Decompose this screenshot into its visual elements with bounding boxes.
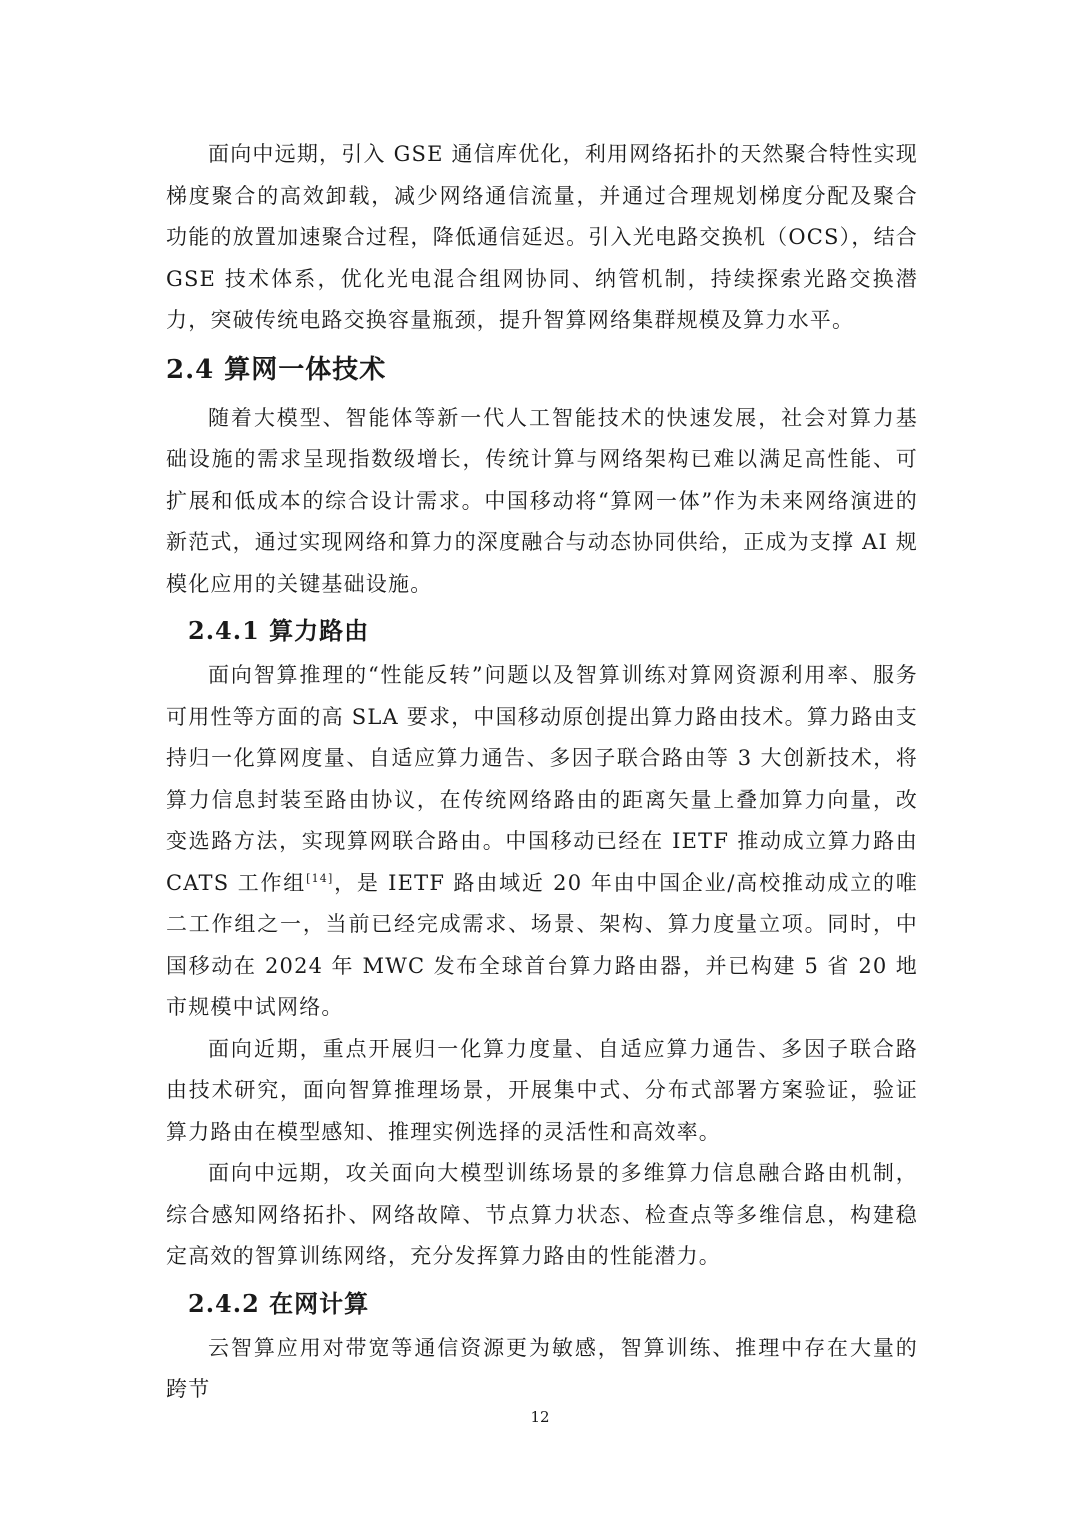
subsection-heading: 2.4.1 算力路由 [188,616,370,645]
section-heading: 2.4 算网一体技术 [166,354,387,385]
body-paragraph [166,655,918,1029]
subsection-heading: 2.4.2 在网计算 [188,1288,370,1318]
body-paragraph: 随着大模型、智能体等新一代人工智能技术的快速发展，社会对算力基础设施的需求呈现指数级增长，传统计算与网络架构已难以满足高性能、可扩展和低成本的综合设计需求。中国移动将“算网一体”作为未来网络演进的新范式，通过实现网络和算力的深度融合与动态协同供给，正成为支撑 AI 规模化应用的关键基础设施。 [166,405,919,596]
body-paragraph: 面向中远期，引入 GSE 通信库优化，利用网络拓扑的天然聚合特性实现梯度聚合的高效卸载，减少网络通信流量，并通过合理规划梯度分配及聚合功能的放置加速聚合过程，降低通信延迟。引入光电路交换机（OCS），结合 GSE 技术体系，优化光电混合组网协同、纳管机制，持续探索光路交换潜力，突破传统电路交换容量瓶颈，提升智算网络集群规模及算力水平。 [166,142,918,332]
paragraph-text: ，是 IETF 路由域近 20 年由中国企业/高校推动成立的唯二工作组之一，当前已经完成需求、场景、架构、算力度量立项。同时，中国移动在 2024 年 MWC 发布全球首台算力路由器，并已构建 5 省 20 地市规模中试网络。 [166,870,918,1019]
citation-reference[interactable]: [14] [306,871,334,885]
paragraph-text: 面向智算推理的“性能反转”问题以及智算训练对算网资源利用率、服务可用性等方面的高 SLA 要求，中国移动原创提出算力路由技术。算力路由支持归一化算网度量、自适应算力通告、多因子联合路由等 3 大创新技术，将算力信息封装至路由协议，在传统网络路由的距离矢量上叠加算力向量，改变选路方法，实现算网联合路由。中国移动已经在 IETF 推动成立算力路由 CATS 工作组 [166,663,918,895]
body-paragraph: 面向中远期，攻关面向大模型训练场景的多维算力信息融合路由机制，综合感知网络拓扑、网络故障、节点算力状态、检查点等多维信息，构建稳定高效的智算训练网络，充分发挥算力路由的性能潜力。 [166,1161,918,1268]
page-number: 12 [530,1408,550,1426]
body-paragraph: 面向近期，重点开展归一化算力度量、自适应算力通告、多因子联合路由技术研究，面向智算推理场景，开展集中式、分布式部署方案验证，验证算力路由在模型感知、推理实例选择的灵活性和高效率。 [166,1036,918,1144]
body-paragraph: 云智算应用对带宽等通信资源更为敏感，智算训练、推理中存在大量的跨节 [166,1335,918,1401]
page-content [166,134,918,1411]
